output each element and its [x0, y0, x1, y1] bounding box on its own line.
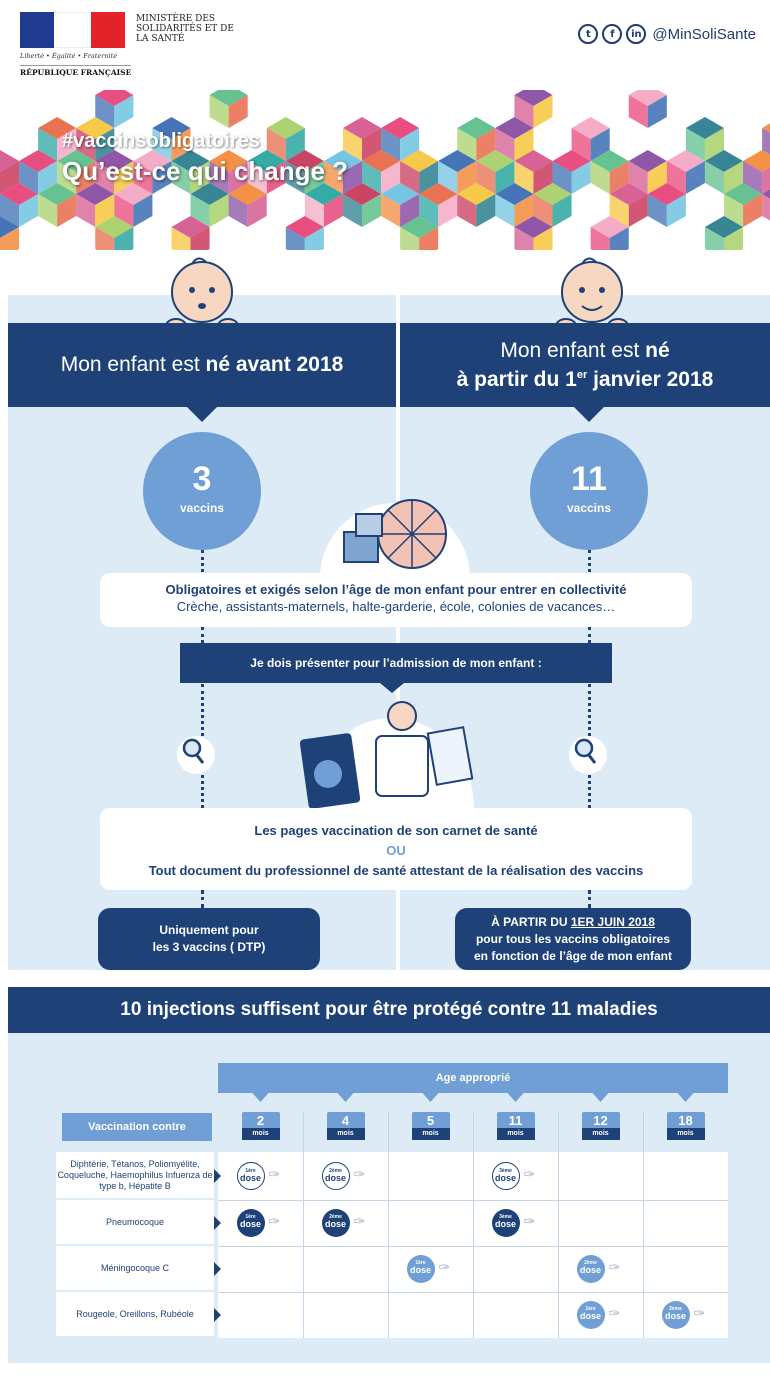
flag-icon: [20, 12, 125, 48]
grid-line: [643, 1112, 644, 1338]
ministere-label: MINISTÈRE DES SOLIDARITÉS ET DE LA SANTÉ: [136, 14, 234, 44]
row-arrow-icon: [214, 1262, 221, 1276]
pen-icon: ✑: [608, 1306, 621, 1322]
month-unit: mois: [242, 1128, 280, 1140]
pen-icon: ✑: [693, 1306, 706, 1322]
left-heading-bold: né avant 2018: [205, 353, 344, 376]
month-unit: mois: [667, 1128, 705, 1140]
left-vaccine-count: [143, 432, 261, 550]
dose-badge: 2ème dose: [322, 1162, 350, 1190]
month-calendar-icon: [667, 1112, 705, 1142]
right-count-label: vaccins: [566, 501, 612, 515]
grid-line: [388, 1112, 389, 1338]
documents-box: [100, 808, 692, 890]
right-count-number: 11: [571, 460, 607, 498]
dose-badge: 1ère dose: [577, 1301, 605, 1329]
magnifier-icon: [177, 736, 215, 774]
schedule-grid: [218, 1152, 728, 1338]
left-heading-text: Mon enfant est: [60, 353, 206, 376]
twitter-icon[interactable]: t: [578, 24, 598, 44]
dose-badge: 2ème dose: [577, 1255, 605, 1283]
banner: [0, 90, 770, 250]
month-unit: mois: [412, 1128, 450, 1140]
month-calendar-icon: [242, 1112, 280, 1142]
right-pill-date: 1ER JUIN 2018: [570, 914, 655, 929]
presenter-pointer: [380, 683, 404, 693]
republique-logo: [20, 12, 132, 77]
left-heading: [8, 323, 396, 407]
twitter-handle[interactable]: @MinSoliSante: [652, 25, 756, 43]
age-pointer: [678, 1093, 694, 1102]
row-arrow-icon: [214, 1308, 221, 1322]
pen-icon: ✑: [268, 1167, 281, 1183]
baby-right-icon: [542, 248, 642, 334]
vaccine-row-label: Diphtérie, Tétanos, Poliomyélite, Coqueluche, Haemophilus Infuenza de type b, Hépatite B: [56, 1152, 214, 1198]
left-count-number: 3: [192, 460, 212, 498]
age-pointer: [508, 1093, 524, 1102]
social-links: [578, 24, 756, 44]
pen-icon: ✑: [438, 1260, 451, 1276]
month-number: 2: [242, 1112, 280, 1128]
age-pointer: [423, 1093, 439, 1102]
grid-line: [473, 1112, 474, 1338]
pen-icon: ✑: [268, 1214, 281, 1230]
cube-face: [762, 194, 770, 227]
month-unit: mois: [327, 1128, 365, 1140]
month-number: 18: [667, 1112, 705, 1128]
right-heading-line2: à partir du 1: [456, 367, 577, 391]
month-number: 11: [497, 1112, 535, 1128]
month-calendar-icon: [497, 1112, 535, 1142]
right-heading: [400, 323, 770, 407]
row-arrow-icon: [214, 1216, 221, 1230]
pen-icon: ✑: [523, 1167, 536, 1183]
right-vaccine-count: [530, 432, 648, 550]
dotted-connector: [588, 890, 591, 908]
month-calendar-icon: [582, 1112, 620, 1142]
grid-line: [218, 1200, 728, 1201]
vaccine-box-icon: [320, 492, 470, 578]
grid-line: [218, 1246, 728, 1247]
pen-icon: ✑: [608, 1260, 621, 1276]
right-heading-sup: er: [576, 368, 588, 381]
right-heading-pointer: [573, 406, 605, 422]
hashtag: #vaccinsobligatoires: [62, 130, 260, 152]
right-heading-line1: Mon enfant est: [500, 338, 646, 362]
dose-badge: 1ère dose: [237, 1209, 265, 1237]
facebook-icon[interactable]: f: [602, 24, 622, 44]
documents-line1: Les pages vaccination de son carnet de santé: [254, 823, 538, 838]
age-pointer: [593, 1093, 609, 1102]
vaccine-row-label: Méningocoque C: [56, 1246, 214, 1290]
month-calendar-icon: [327, 1112, 365, 1142]
dose-badge: 3ème dose: [492, 1162, 520, 1190]
month-calendar-icon: [412, 1112, 450, 1142]
left-pill-line1: Uniquement pour: [159, 923, 259, 937]
dotted-connector: [588, 550, 591, 572]
left-scope-pill: [98, 908, 320, 970]
grid-line: [218, 1292, 728, 1293]
dotted-connector: [201, 550, 204, 572]
documents-line2: Tout document du professionnel de santé attestant de la réalisation des vaccins: [148, 863, 644, 878]
month-unit: mois: [497, 1128, 535, 1140]
header: [0, 0, 770, 90]
vaccination-header: Vaccination contre: [62, 1113, 212, 1141]
age-header: Age approprié: [218, 1063, 728, 1093]
right-heading-line1-bold: né: [645, 338, 670, 362]
injections-banner: 10 injections suffisent pour être protégé contre 11 maladies: [8, 987, 770, 1033]
magnifier-icon: [569, 736, 607, 774]
devise: Liberté • Égalité • Fraternité: [20, 52, 118, 60]
dose-badge: 1ère dose: [407, 1255, 435, 1283]
dose-badge: 3ème dose: [492, 1209, 520, 1237]
dose-badge: 2ème dose: [662, 1301, 690, 1329]
banner-title: Qu’est-ce qui change ?: [62, 156, 349, 186]
age-pointers: [218, 1093, 728, 1103]
dotted-connector: [201, 627, 204, 643]
left-heading-pointer: [186, 406, 218, 422]
dotted-connector: [201, 890, 204, 908]
right-scope-pill: [455, 908, 691, 970]
age-pointer: [338, 1093, 354, 1102]
linkedin-icon[interactable]: in: [626, 24, 646, 44]
republique-label: RÉPUBLIQUE FRANÇAISE: [20, 65, 131, 77]
pen-icon: ✑: [353, 1167, 366, 1183]
left-count-label: vaccins: [179, 501, 225, 515]
month-number: 5: [412, 1112, 450, 1128]
right-pill-line2: pour tous les vaccins obligatoires: [475, 931, 671, 946]
month-unit: mois: [582, 1128, 620, 1140]
baby-left-icon: [152, 248, 252, 334]
right-heading-line2-end: janvier 2018: [587, 367, 714, 391]
month-number: 12: [582, 1112, 620, 1128]
pen-icon: ✑: [523, 1214, 536, 1230]
collectivity-title: Obligatoires et exigés selon l’âge de mon enfant pour entrer en collectivité: [165, 582, 627, 597]
presenter-bar: Je dois présenter pour l’admission de mon enfant :: [180, 643, 612, 683]
vaccine-row-label: Rougeole, Oreillons, Rubéole: [56, 1292, 214, 1336]
left-pill-line2: les 3 vaccins ( DTP): [152, 940, 266, 954]
right-pill-line3: en fonction de l’âge de mon enfant: [473, 948, 672, 963]
documents-or: OU: [386, 843, 406, 858]
dose-badge: 1ère dose: [237, 1162, 265, 1190]
collectivity-box: [100, 573, 692, 627]
month-number: 4: [327, 1112, 365, 1128]
row-arrow-icon: [214, 1169, 221, 1183]
pen-icon: ✑: [353, 1214, 366, 1230]
vaccine-row-label: Pneumocoque: [56, 1200, 214, 1244]
dotted-connector: [588, 627, 591, 643]
dose-badge: 2ème dose: [322, 1209, 350, 1237]
doctor-carnet-icon: [296, 694, 476, 808]
grid-line: [303, 1112, 304, 1338]
grid-line: [558, 1112, 559, 1338]
age-pointer: [253, 1093, 269, 1102]
right-pill-date-prefix: À PARTIR DU: [491, 914, 571, 929]
collectivity-list: Crèche, assistants-maternels, halte-garderie, école, colonies de vacances…: [176, 599, 616, 614]
